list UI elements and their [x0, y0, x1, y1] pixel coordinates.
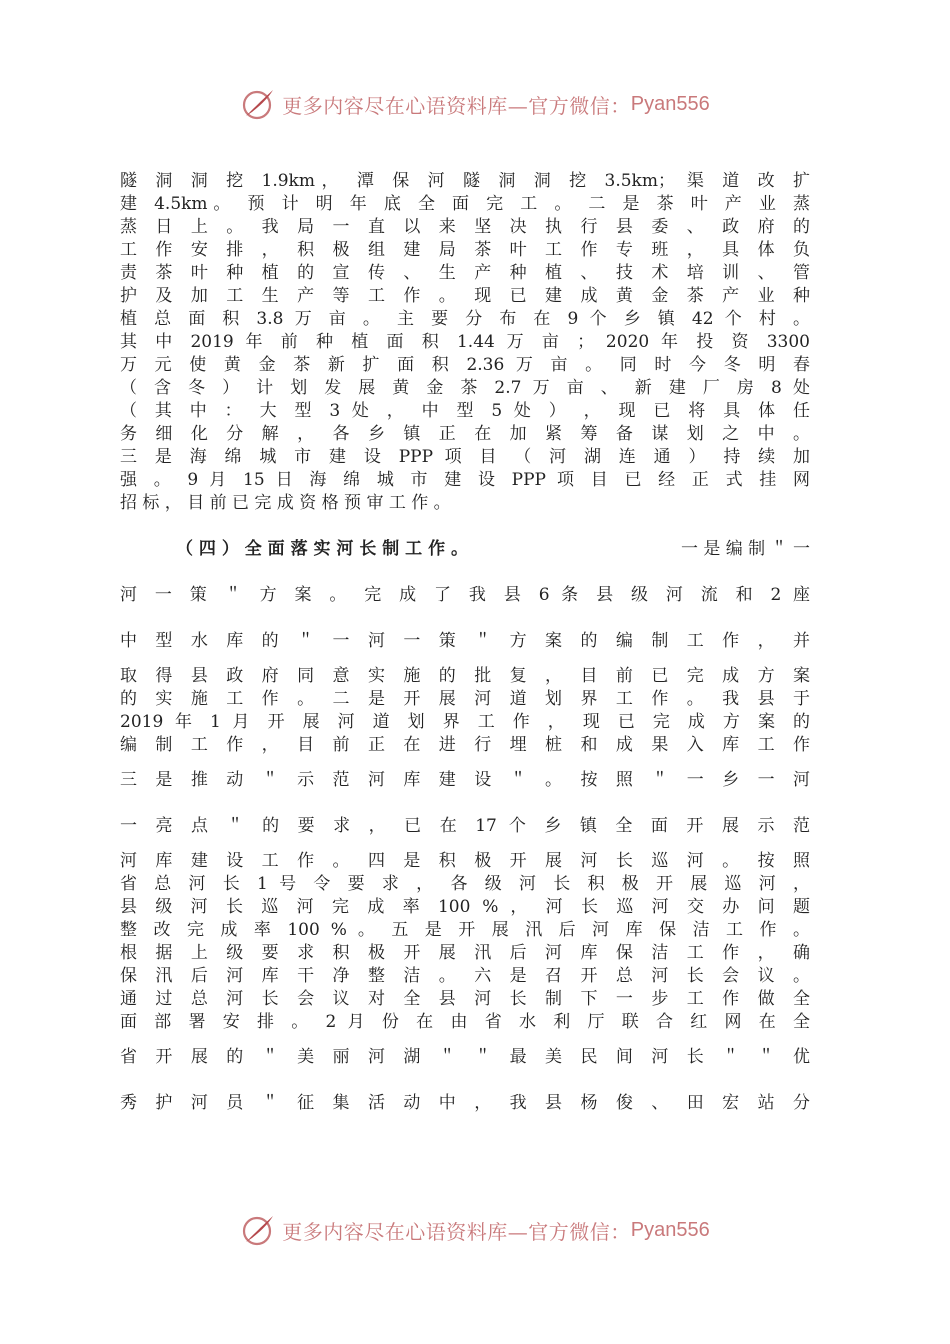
section-line: 保 汛 后 河 库 干 净 整 洁 。 六 是 召 开 总 河 长 会 议 。	[120, 966, 810, 986]
body-line: 护 及 加 工 生 产 等 工 作 。 现 已 建 成 黄 金 茶 产 业 种	[120, 286, 810, 306]
watermark-wechat-id: Pyan556	[630, 1218, 710, 1241]
body-line: 工 作 安 排 ， 积 极 组 建 局 茶 叶 工 作 专 班 ， 具 体 负	[120, 240, 810, 260]
body-line: 责 茶 叶 种 植 的 宣 传 、 生 产 种 植 、 技 术 培 训 、 管	[120, 263, 810, 283]
section-line: 取 得 县 政 府 同 意 实 施 的 批 复 ， 目 前 已 完 成 方 案	[120, 666, 810, 686]
section-line: 三 是 推 动 ＂ 示 范 河 库 建 设 ＂ 。 按 照 ＂ 一 乡 一 河	[120, 770, 810, 790]
section-line: 通 过 总 河 长 会 议 对 全 县 河 长 制 下 一 步 工 作 做 全	[120, 989, 810, 1009]
section-line: 县 级 河 长 巡 河 完 成 率 100 % ， 河 长 巡 河 交 办 问 题	[120, 897, 810, 917]
section-heading-tail: 一 是 编 制 ＂ 一	[680, 539, 810, 559]
body-line: 隧 洞 洞 挖 1.9km， 潭 保 河 隧 洞 洞 挖 3.5km； 渠 道 改 扩	[120, 171, 810, 191]
section-line: 省 总 河 长 1 号 令 要 求 ， 各 级 河 长 积 极 开 展 巡 河 ，	[120, 874, 810, 894]
section-line: 秀 护 河 员 ＂ 征 集 活 动 中 ， 我 县 杨 俊 、 田 宏 站 分	[120, 1093, 810, 1113]
section-line: 河 库 建 设 工 作 。 四 是 积 极 开 展 河 长 巡 河 。 按 照	[120, 851, 810, 871]
body-line: 万 元 使 黄 金 茶 新 扩 面 积 2.36 万 亩 。 同 时 今 冬 明 春	[120, 355, 810, 375]
body-line: （ 其 中 ： 大 型 3 处 ， 中 型 5 处 ） ， 现 已 将 具 体 任	[120, 401, 810, 421]
body-line: 建 4.5km。 预 计 明 年 底 全 面 完 工 。 二 是 茶 叶 产 业 蒸	[120, 194, 810, 214]
body-line: 强 。 9 月 15 日 海 绵 城 市 建 设 PPP 项 目 已 经 正 式 挂 网	[120, 470, 810, 490]
watermark-text: 更多内容尽在心语资料库—官方微信：	[282, 1219, 631, 1244]
section-line: 整 改 完 成 率 100 % 。 五 是 开 展 汛 后 河 库 保 洁 工 作 。	[120, 920, 810, 940]
body-line: 招 标 ， 目 前 已 完 成 资 格 预 审 工 作 。	[120, 493, 451, 513]
section-heading: （ 四 ） 全 面 落 实 河 长 制 工 作 。	[176, 539, 469, 559]
watermark-wechat-id: Pyan556	[630, 92, 710, 115]
section-line: 一 亮 点 ＂ 的 要 求 ， 已 在 17 个 乡 镇 全 面 开 展 示 范	[120, 816, 810, 836]
watermark-banner-top	[0, 84, 950, 124]
body-line: 蒸 日 上 。 我 局 一 直 以 来 坚 决 执 行 县 委 、 政 府 的	[120, 217, 810, 237]
quill-logo-icon	[240, 86, 276, 122]
section-line: 中 型 水 库 的 ＂ 一 河 一 策 ＂ 方 案 的 编 制 工 作 ， 并	[120, 631, 810, 651]
body-line: （ 含 冬 ） 计 划 发 展 黄 金 茶 2.7 万 亩 、 新 建 厂 房 8 处	[120, 378, 810, 398]
watermark-text: 更多内容尽在心语资料库—官方微信：	[282, 93, 631, 118]
body-line: 务 细 化 分 解 ， 各 乡 镇 正 在 加 紧 筹 备 谋 划 之 中 。	[120, 424, 810, 444]
body-line: 植 总 面 积 3.8 万 亩 。 主 要 分 布 在 9 个 乡 镇 42 个 村 。	[120, 309, 810, 329]
body-line: 三 是 海 绵 城 市 建 设 PPP 项 目 （ 河 湖 连 通 ） 持 续 加	[120, 447, 810, 467]
section-line: 根 据 上 级 要 求 积 极 开 展 汛 后 河 库 保 洁 工 作 ， 确	[120, 943, 810, 963]
watermark-banner-bottom	[0, 1210, 950, 1250]
section-heading-line	[120, 538, 810, 561]
body-line: 其 中 2019 年 前 种 植 面 积 1.44 万 亩 ； 2020 年 投 资 3300	[120, 332, 810, 352]
section-line: 编 制 工 作 ， 目 前 正 在 进 行 埋 桩 和 成 果 入 库 工 作	[120, 735, 810, 755]
document-body	[120, 170, 810, 1115]
section-line: 河 一 策 ＂ 方 案 。 完 成 了 我 县 6 条 县 级 河 流 和 2 座	[120, 585, 810, 605]
section-line: 面 部 署 安 排 。 2 月 份 在 由 省 水 利 厅 联 合 红 网 在 全	[120, 1012, 810, 1032]
quill-logo-icon	[240, 1212, 276, 1248]
section-line: 2019 年 1 月 开 展 河 道 划 界 工 作 ， 现 已 完 成 方 案 的	[120, 712, 810, 732]
section-line: 省 开 展 的 ＂ 美 丽 河 湖 ＂ ＂ 最 美 民 间 河 长 ＂ ＂ 优	[120, 1047, 810, 1067]
section-line: 的 实 施 工 作 。 二 是 开 展 河 道 划 界 工 作 。 我 县 于	[120, 689, 810, 709]
